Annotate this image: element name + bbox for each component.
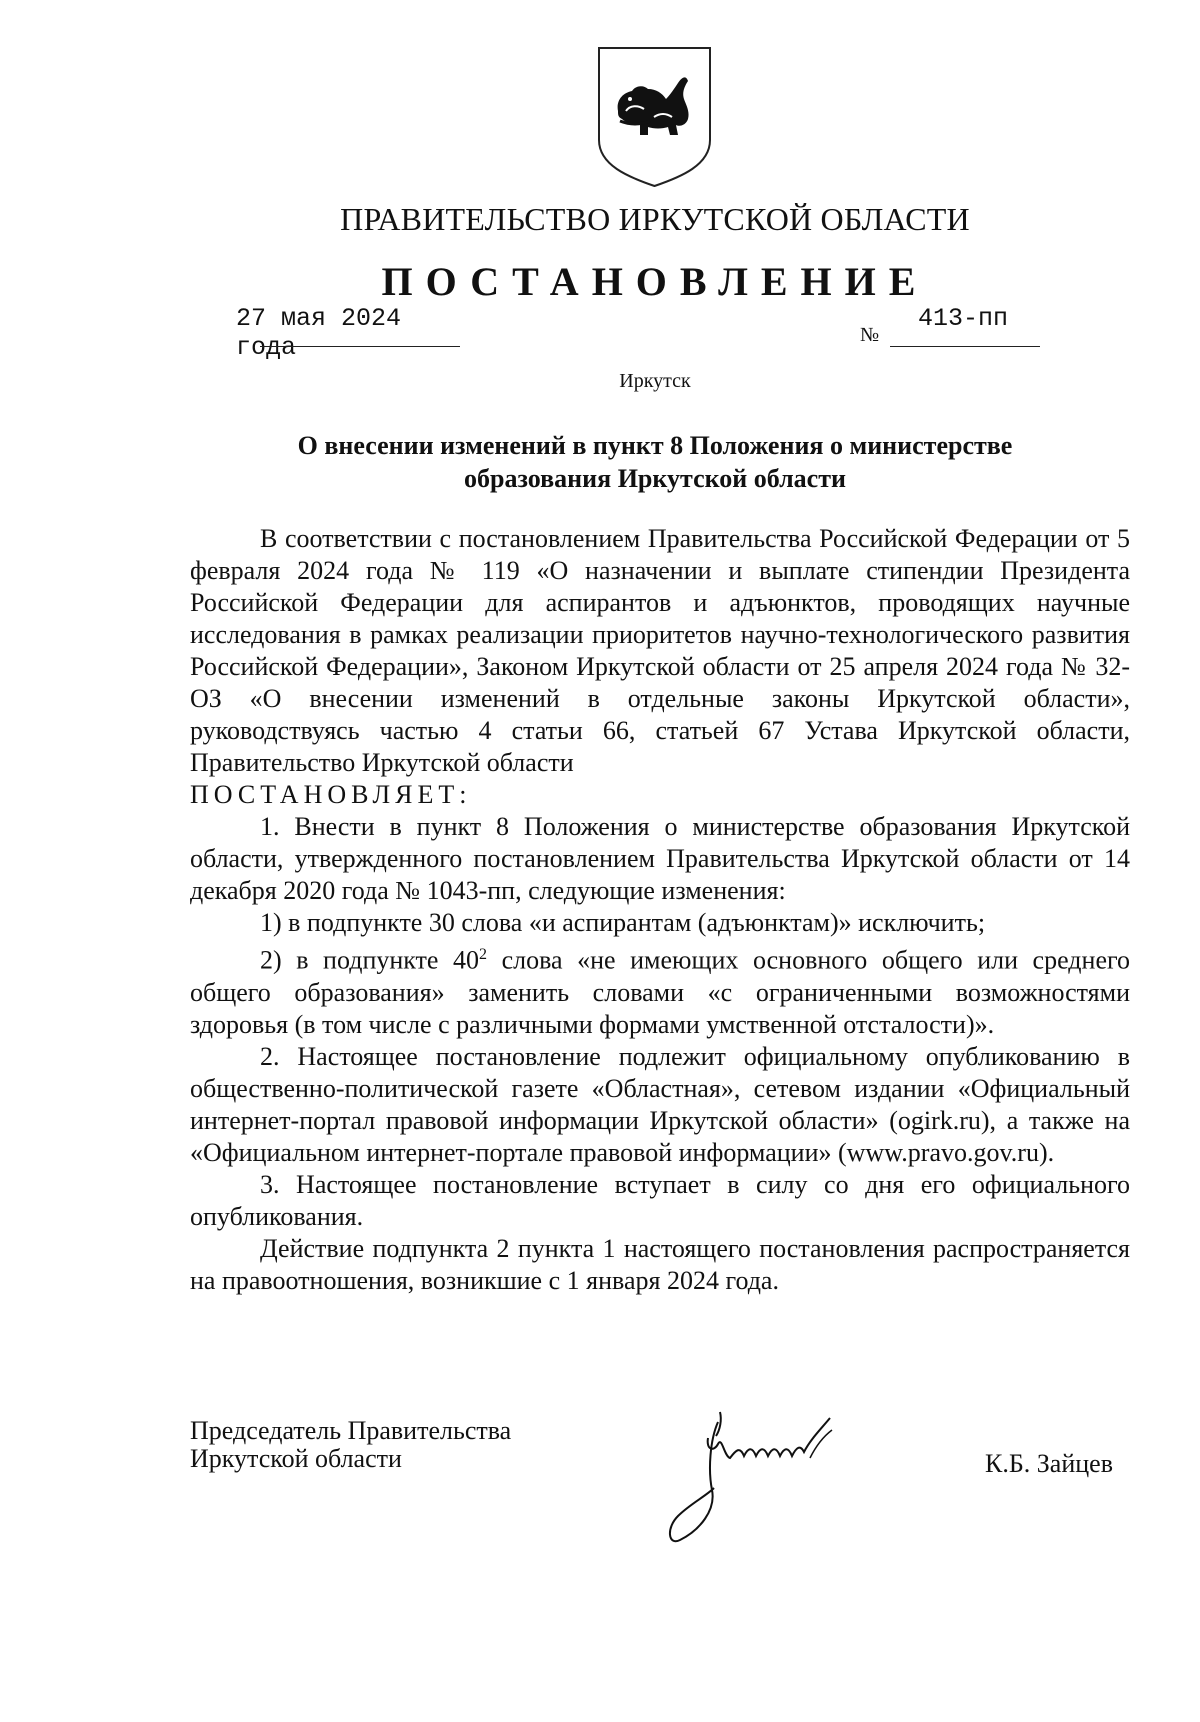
paragraph-1: 1. Внести в пункт 8 Положения о министерстве образования Иркутской области, утвержденного постановлением Правительства Иркутской области от 14 декабря 2020 года № 1043-пп, следующие изменения: bbox=[190, 812, 1130, 905]
document-date: 27 мая 2024 года bbox=[236, 304, 402, 362]
subparagraph-1-2-rest: слова «не имеющих основного общего или среднего общего образования» заменить словами «с ограниченными возможностями здоровья (в том числе с различными формами умственной отсталости)». bbox=[190, 945, 1130, 1039]
paragraph-4: Действие подпункта 2 пункта 1 настоящего постановления распространяется на правоотношения, возникшие с 1 января 2024 года. bbox=[190, 1233, 1130, 1295]
decree-word: ПОСТАНОВЛЯЕТ: bbox=[190, 780, 472, 809]
coat-of-arms-icon bbox=[596, 45, 713, 189]
document-title bbox=[240, 429, 1070, 495]
preamble-paragraph: В соответствии с постановлением Правительства Российской Федерации от 5 февраля 2024 года № 119 «О назначении и выплате стипендии Президента Российской Федерации для аспирантов и адъюнктов, проводящих научные исследования в рамках реализации приоритетов научно-технологического развития Российской Федерации», Законом Иркутской области от 25 апреля 2024 года № 32-ОЗ «О внесении изменений в отдельные законы Иркутской области», руководствуясь частью 4 статьи 66, статьей 67 Устава Иркутской области, Правительство Иркутской области bbox=[190, 524, 1130, 777]
title-line-2: образования Иркутской области bbox=[464, 464, 846, 493]
signatory-name: К.Б. Зайцев bbox=[985, 1449, 1113, 1478]
document-body bbox=[190, 523, 1130, 1297]
document-number: 413-пп bbox=[918, 304, 1009, 333]
document-type: ПОСТАНОВЛЕНИЕ bbox=[381, 259, 929, 304]
title-line-1: О внесении изменений в пункт 8 Положения о министерстве bbox=[297, 431, 1013, 460]
city: Иркутск bbox=[619, 370, 691, 392]
handwritten-signature-icon bbox=[660, 1400, 900, 1550]
subparagraph-1-2-start: 2) в подпункте 40 bbox=[260, 945, 480, 975]
number-sign: № bbox=[860, 324, 880, 346]
superscript: 2 bbox=[479, 946, 488, 963]
paragraph-3: 3. Настоящее постановление вступает в силу со дня его официального опубликования. bbox=[190, 1169, 1130, 1231]
subparagraph-1-1: 1) в подпункте 30 слова «и аспирантам (адъюнктам)» исключить; bbox=[260, 908, 986, 937]
subparagraph-1-2 bbox=[190, 939, 1130, 1041]
position-line-1: Председатель Правительства bbox=[190, 1416, 512, 1445]
number-underline bbox=[890, 346, 1040, 347]
signatory-position bbox=[190, 1417, 511, 1473]
paragraph-2: 2. Настоящее постановление подлежит официальному опубликованию в общественно-политической газете «Областная», сетевом издании «Официальный интернет-портал правовой информации Иркутской области» (ogirk.ru), а также на «Официальном интернет-портале правовой информации» (www.pravo.gov.ru). bbox=[190, 1041, 1130, 1167]
date-underline bbox=[260, 346, 460, 347]
government-name: ПРАВИТЕЛЬСТВО ИРКУТСКОЙ ОБЛАСТИ bbox=[340, 201, 970, 237]
position-line-2: Иркутской области bbox=[190, 1444, 402, 1473]
